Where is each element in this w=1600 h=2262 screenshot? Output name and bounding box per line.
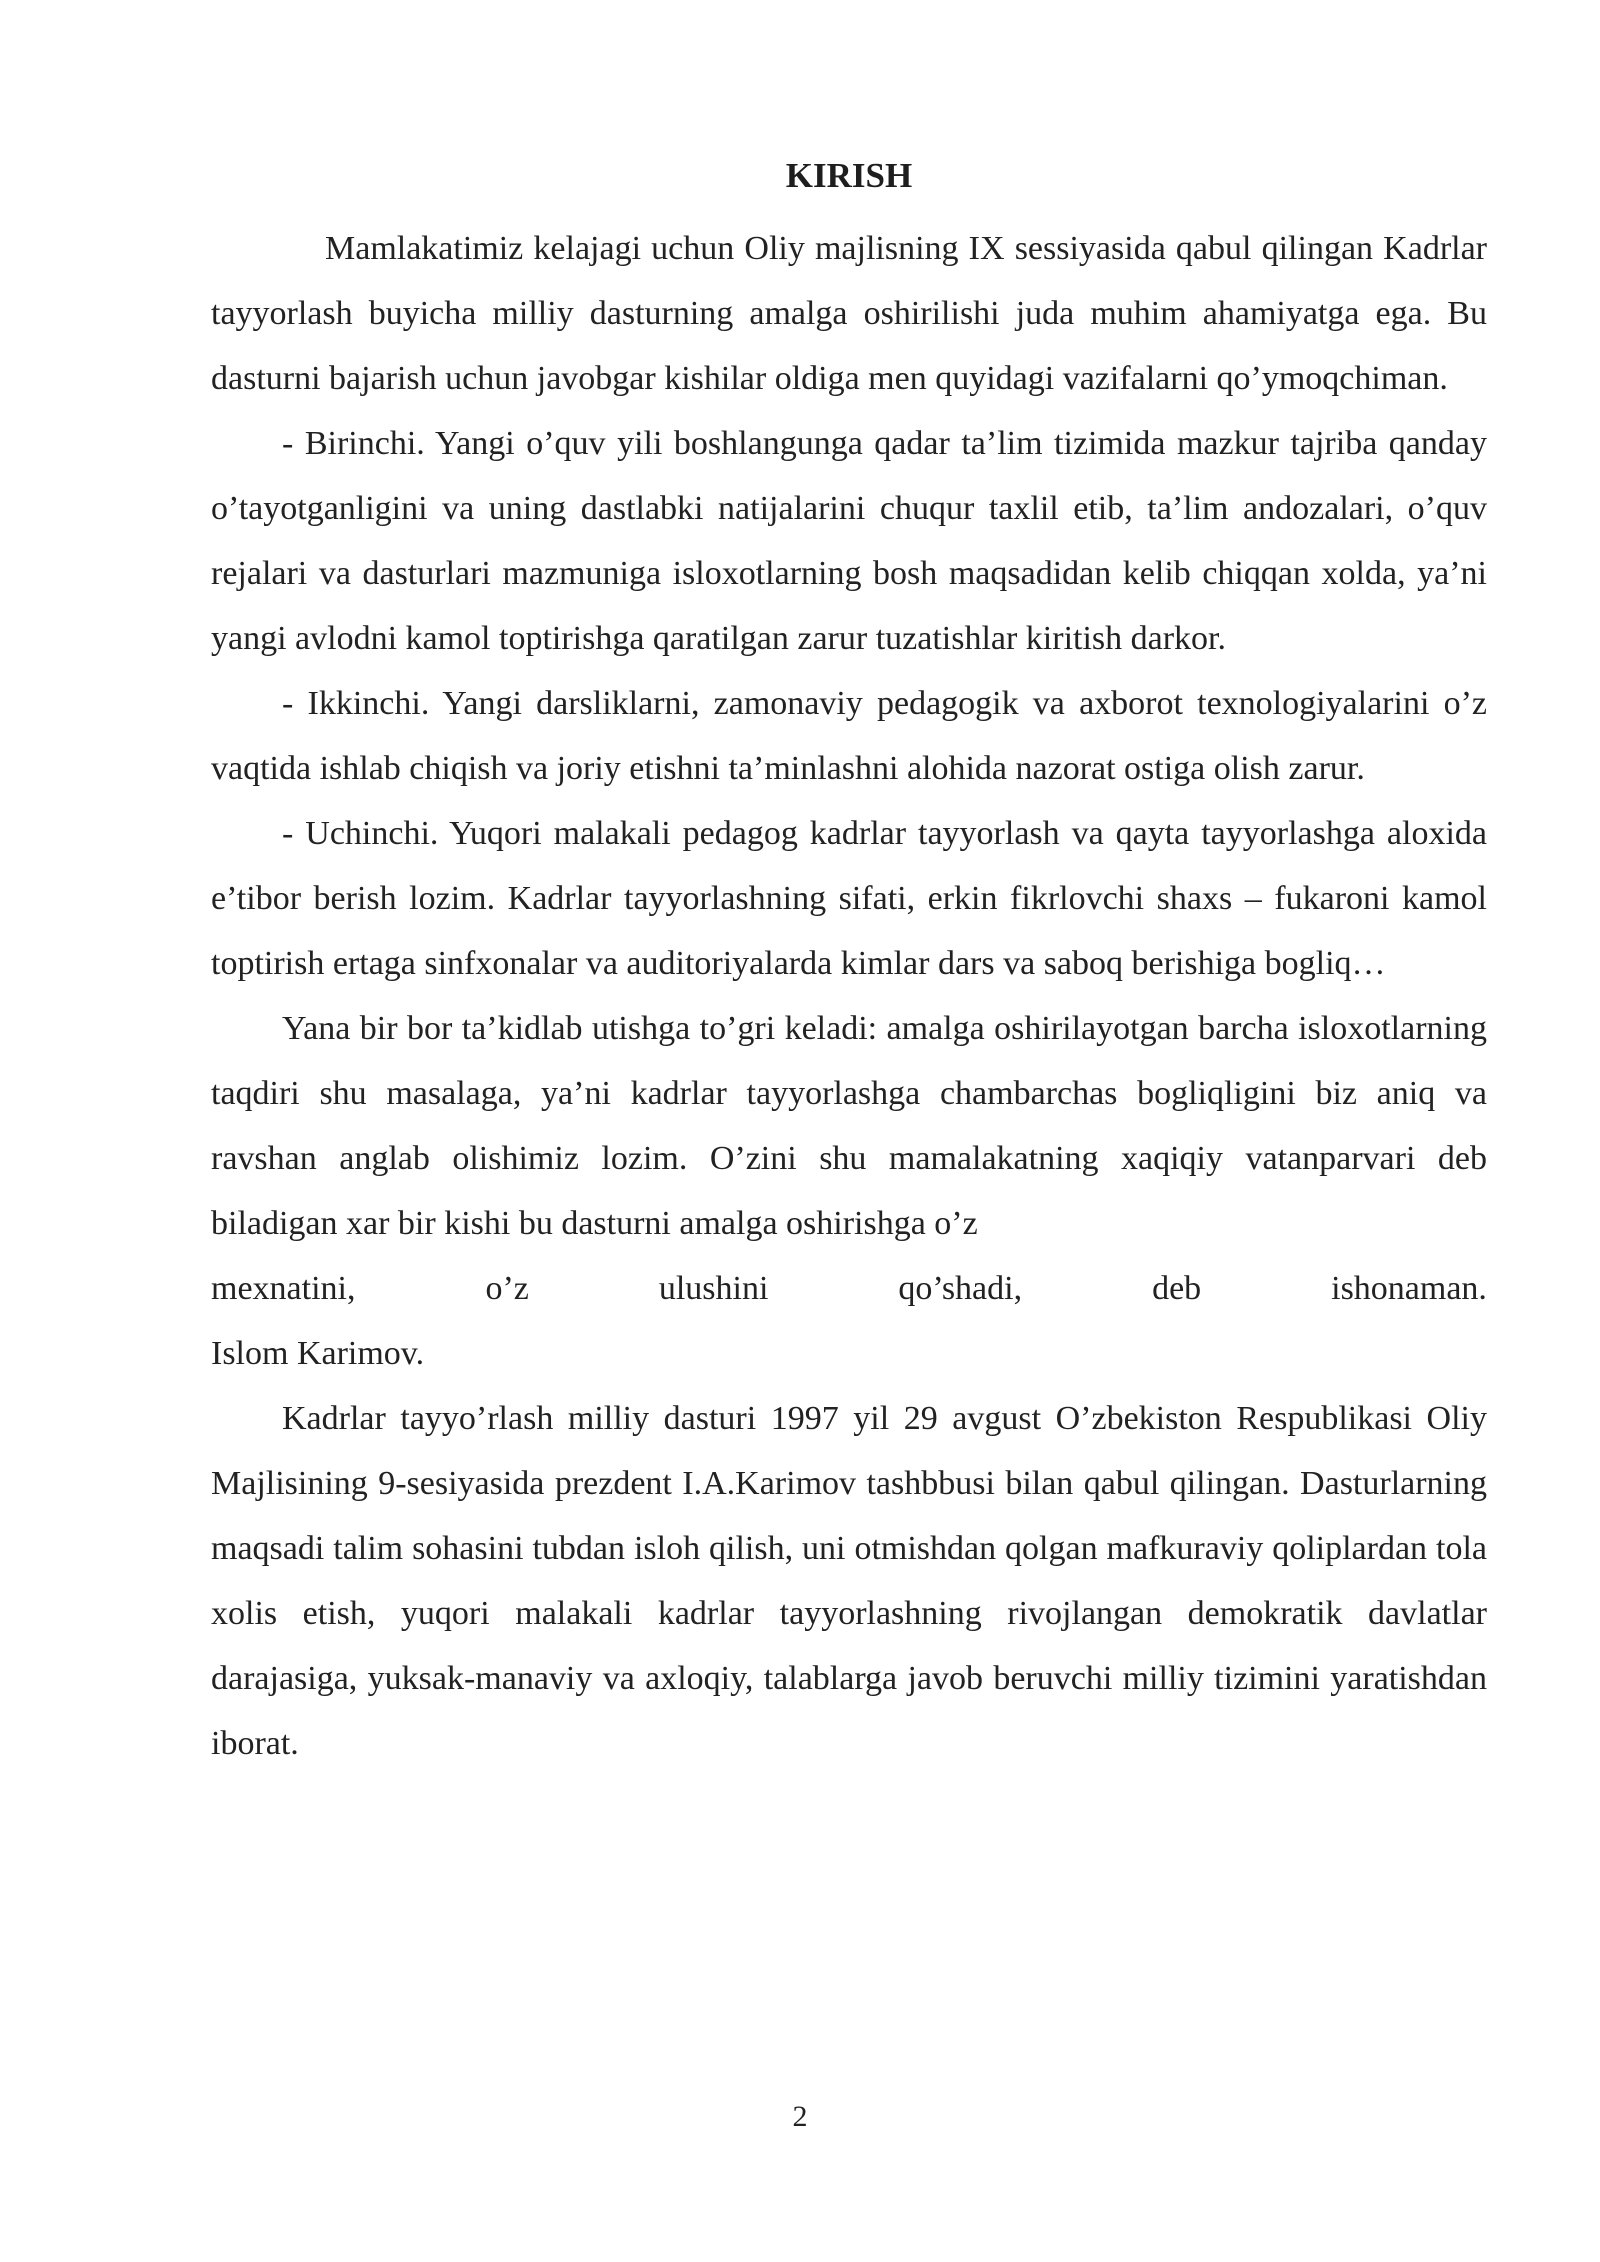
spread-word: ishonaman. xyxy=(1331,1270,1487,1307)
spread-word: ulushini xyxy=(658,1270,769,1307)
signature: Islom Karimov. xyxy=(211,1335,425,1372)
page-title: KIRISH xyxy=(785,156,913,195)
paragraph-second-task: - Ikkinchi. Yangi darsliklarni, zamonaviy pedagogik va axborot texnologiyalarini o’z vaqtida ishlab chiqish va joriy etishni ta’minlashni alohida nazorat ostiga olish zarur. xyxy=(211,685,1487,787)
paragraph-first-task: - Birinchi. Yangi o’quv yili boshlangunga qadar ta’lim tizimida mazkur tajriba qanday o’tayotganligini va uning dastlabki natijalarini chuqur taxlil etib, ta’lim andozalari, o’quv rejalari va dasturlari mazmuniga isloxotlarning bosh maqsadidan kelib chiqqan xolda, ya’ni yangi avlodni kamol toptirishga qaratilgan zarur tuzatishlar kiritish darkor. xyxy=(211,425,1487,657)
paragraph-program-info: Kadrlar tayyo’rlash milliy dasturi 1997 yil 29 avgust O’zbekiston Respublikasi Oliy Majlisining 9-sesiyasida prezdent I.A.Karimov tashbbusi bilan qabul qilingan. Dasturlarning maqsadi talim sohasini tubdan isloh qilish, uni otmishdan qolgan mafkuraviy qoliplardan tola xolis etish, yuqori malakali kadrlar tayyorlashning rivojlangan demokratik davlatlar darajasiga, yuksak-manaviy va axloqiy, talablarga javob beruvchi milliy tizimini yaratishdan iborat. xyxy=(211,1400,1487,1762)
page-number: 2 xyxy=(792,2100,808,2133)
spread-word: o’z xyxy=(485,1270,529,1307)
page-content xyxy=(211,150,1487,1776)
intro-paragraph: Mamlakatimiz kelajagi uchun Oliy majlisning IX sessiyasida qabul qilingan Kadrlar tayyorlash buyicha milliy dasturning amalga oshirilishi juda muhim ahamiyatga ega. Bu dasturni bajarish uchun javobgar kishilar oldiga men quyidagi vazifalarni qo’ymoqchiman. xyxy=(211,230,1487,397)
spread-word: mexnatini, xyxy=(211,1270,356,1307)
spread-word: deb xyxy=(1152,1270,1202,1307)
paragraph-conclusion: Yana bir bor ta’kidlab utishga to’gri keladi: amalga oshirilayotgan barcha isloxotlarning taqdiri shu masalaga, ya’ni kadrlar tayyorlashga chambarchas bogliqligini biz aniq va ravshan anglab olishimiz lozim. O’zini shu mamalakatning xaqiqiy vatanparvari deb biladigan xar bir kishi bu dasturni amalga oshirishga o’z xyxy=(211,1010,1487,1242)
spread-word: qo’shadi, xyxy=(898,1270,1023,1307)
justified-final-line xyxy=(211,1256,1487,1321)
paragraph-third-task: - Uchinchi. Yuqori malakali pedagog kadrlar tayyorlash va qayta tayyorlashga aloxida e’tibor berish lozim. Kadrlar tayyorlashning sifati, erkin fikrlovchi shaxs – fukaroni kamol toptirish ertaga sinfxonalar va auditoriyalarda kimlar dars va saboq berishiga bogliq… xyxy=(211,815,1487,982)
